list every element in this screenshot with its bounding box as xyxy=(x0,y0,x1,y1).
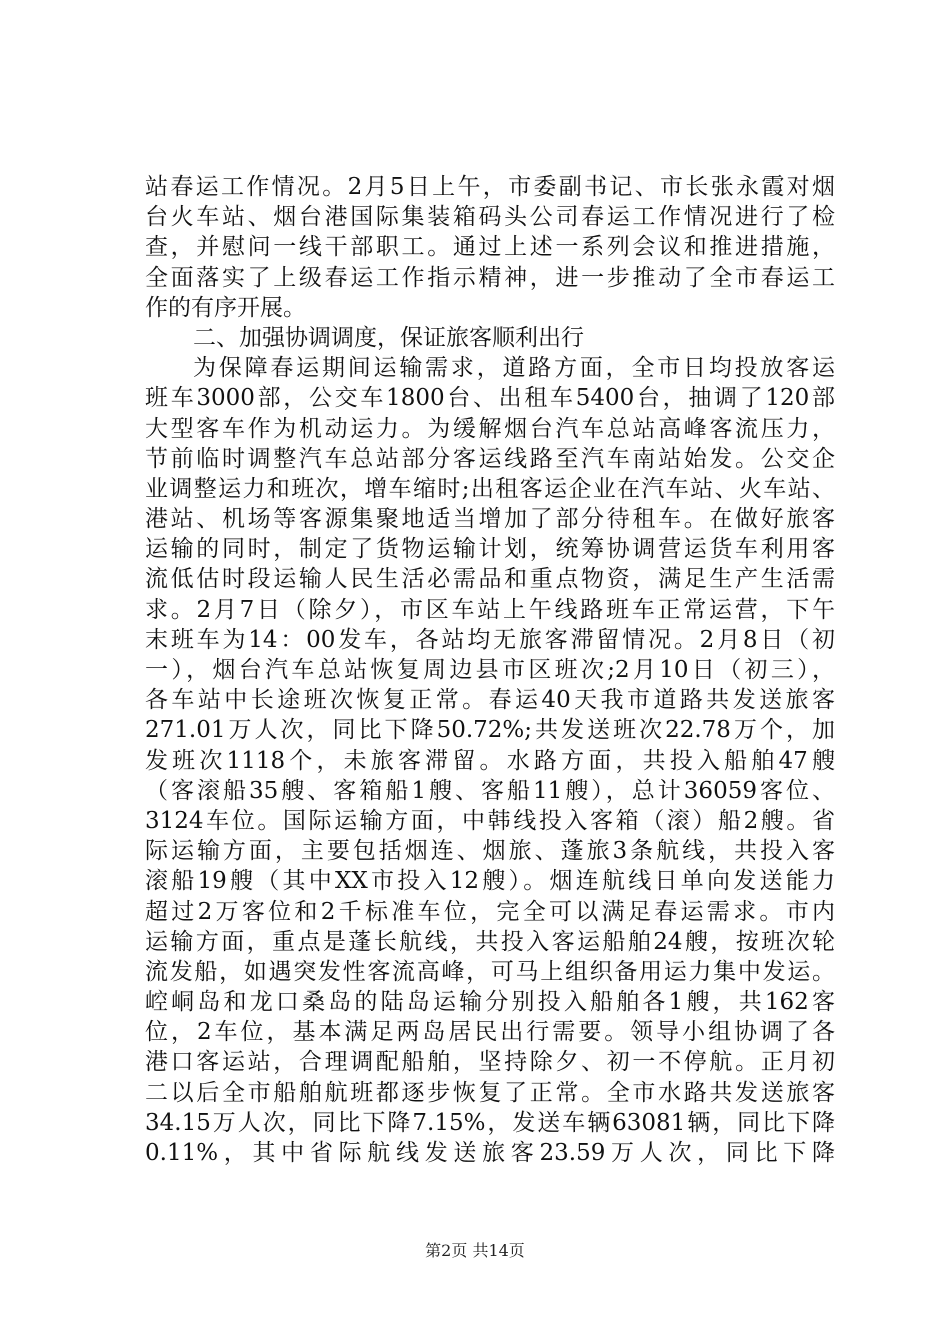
text-line: 34.15万人次，同比下降7.15%，发送车辆63081辆，同比下降 xyxy=(145,1109,835,1136)
text-line: 站春运工作情况。2月5日上午，市委副书记、市长张永霞对烟 xyxy=(145,174,835,200)
text-line: 一），烟台汽车总站恢复周边县市区班次;2月10日（初三）， xyxy=(145,657,835,683)
text-line: 节前临时调整汽车总站部分客运线路至汽车南站始发。公交企 xyxy=(145,445,835,472)
text-line: 末班车为14：00发车，各站均无旅客滞留情况。2月8日（初 xyxy=(145,626,835,653)
text-line: 位，2车位，基本满足两岛居民出行需要。领导小组协调了各 xyxy=(145,1019,835,1046)
text-line: 业调整运力和班次，增车缩时;出租客运企业在汽车站、火车站、 xyxy=(145,475,835,502)
text-line: 发班次1118个，未旅客滞留。水路方面，共投入船舶47艘 xyxy=(145,747,835,774)
text-line: 流发船，如遇突发性客流高峰，可马上组织备用运力集中发运。 xyxy=(145,958,835,985)
text-line: 台火车站、烟台港国际集装箱码头公司春运工作情况进行了检 xyxy=(145,204,835,231)
text-line: 0.11%，其中省际航线发送旅客23.59万人次，同比下降 xyxy=(145,1140,835,1166)
text-line: 各车站中长途班次恢复正常。春运40天我市道路共发送旅客 xyxy=(145,687,835,714)
page-footer: 第2页 共14页 xyxy=(425,1241,525,1260)
text-line: 查，并慰问一线干部职工。通过上述一系列会议和推进措施， xyxy=(145,234,835,261)
text-line: 作的有序开展。 xyxy=(145,294,306,321)
text-line: 崆峒岛和龙口桑岛的陆岛运输分别投入船舶各1艘，共162客 xyxy=(145,989,835,1016)
text-line: 际运输方面，主要包括烟连、烟旅、蓬旅3条航线，共投入客 xyxy=(145,838,835,865)
text-line: 271.01万人次，同比下降50.72%;共发送班次22.78万个，加 xyxy=(145,717,835,744)
text-line: 流低估时段运输人民生活必需品和重点物资，满足生产生活需 xyxy=(145,566,835,593)
text-line: 滚船19艘（其中XX市投入12艘）。烟连航线日单向发送能力 xyxy=(145,868,835,895)
text-line: 运输方面，重点是蓬长航线，共投入客运船舶24艘，按班次轮 xyxy=(145,928,835,955)
text-line: 全面落实了上级春运工作指示精神，进一步推动了全市春运工 xyxy=(145,264,835,291)
text-line: 3124车位。国际运输方面，中韩线投入客箱（滚）船2艘。省 xyxy=(145,807,835,834)
text-line: 为保障春运期间运输需求，道路方面，全市日均投放客运 xyxy=(193,355,835,382)
text-line: 二以后全市船舶航班都逐步恢复了正常。全市水路共发送旅客 xyxy=(145,1079,835,1106)
text-line: 港站、机场等客源集聚地适当增加了部分待租车。在做好旅客 xyxy=(145,506,835,533)
text-line: 超过2万客位和2千标准车位，完全可以满足春运需求。市内 xyxy=(145,898,835,925)
section-heading: 二、加强协调调度，保证旅客顺利出行 xyxy=(193,324,584,351)
text-line: （客滚船35艘、客箱船1艘、客船11艘），总计36059客位、 xyxy=(145,777,835,804)
text-line: 班车3000部，公交车1800台、出租车5400台，抽调了120部 xyxy=(145,385,835,412)
text-line: 大型客车作为机动运力。为缓解烟台汽车总站高峰客流压力， xyxy=(145,415,835,442)
text-line: 运输的同时，制定了货物运输计划，统筹协调营运货车利用客 xyxy=(145,536,835,563)
document-body xyxy=(145,172,835,1168)
text-line: 港口客运站，合理调配船舶，坚持除夕、初一不停航。正月初 xyxy=(145,1049,835,1076)
text-line: 求。2月7日（除夕），市区车站上午线路班车正常运营，下午 xyxy=(145,596,835,623)
